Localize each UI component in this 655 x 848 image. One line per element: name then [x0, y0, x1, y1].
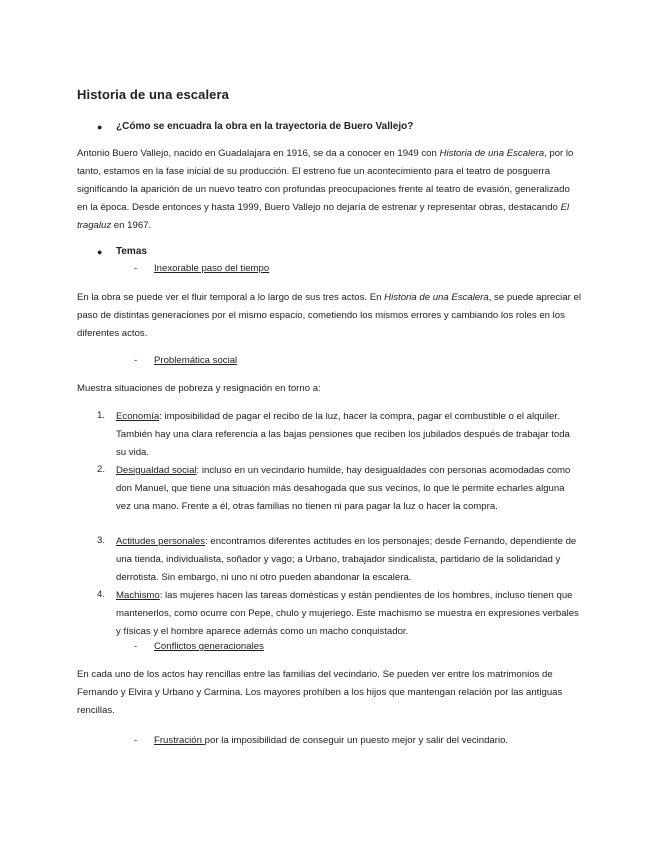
dash-marker: - [134, 263, 138, 274]
section-heading-temas: Temas [116, 246, 147, 257]
paragraph-trayectoria [77, 145, 582, 235]
list-term: Actitudes personales [116, 536, 206, 547]
list-term: Economía [116, 411, 160, 422]
paragraph-text: Antonio Buero Vallejo, nacido en Guadalajara en 1916, se da a conocer en 1949 con [77, 148, 440, 159]
list-item-machismo [116, 587, 582, 641]
paragraph-pobreza: Muestra situaciones de pobreza y resignación en torno a: [77, 383, 321, 394]
work-title: El tragaluz [77, 202, 570, 231]
bullet-dot: ● [97, 122, 103, 132]
work-title: Historia de una Escalera [384, 292, 489, 303]
section-heading-trayectoria: ¿Cómo se encuadra la obra en la trayectoria de Buero Vallejo? [116, 121, 414, 132]
bullet-dot: ● [97, 247, 103, 257]
dash-marker: - [134, 641, 138, 652]
list-item-economia [116, 408, 582, 462]
list-number: 4. [97, 589, 106, 600]
list-term: Desigualdad social [116, 465, 197, 476]
list-text: : incluso en un vecindario humilde, hay desigualdades con personas acomodadas como don Manuel, que tiene una situación más desahogada que sus vecinos, lo que le permite echarles alguna vez una mano. Frente a él, otras familias no tienen ni para pagar la luz o hacer la compra. [116, 465, 571, 512]
subheading-problematica-social: Problemática social [154, 355, 238, 366]
dash-marker: - [134, 355, 138, 366]
subheading-frustracion: Frustración [154, 735, 205, 746]
list-number: 3. [97, 535, 106, 546]
list-text: : encontramos diferentes actitudes en los personajes; desde Fernando, dependiente de una tienda, individualista, soñador y vago; a Urbano, trabajador sindicalista, partidario de la solidaridad y derrotista. Sin embargo, ni uno ni otro pueden abandonar la escalera. [116, 536, 577, 583]
paragraph-text: en 1967. [111, 220, 152, 231]
paragraph-text: En la obra se puede ver el fluir temporal a lo largo de sus tres actos. En [77, 292, 385, 303]
frustracion-line [154, 735, 508, 746]
paragraph-conflictos: En cada uno de los actos hay rencillas entre las familias del vecindario. Se pueden ver entre los matrimonios de Fernando y Elvira y Urbano y Carmina. Los mayores prohíben a los hijos que mantengan relación por las antiguas rencillas. [77, 669, 563, 716]
subheading-conflictos: Conflictos generacionales [154, 641, 264, 652]
list-item-actitudes [116, 533, 582, 587]
list-term: Machismo [116, 590, 160, 601]
list-text: : imposibilidad de pagar el recibo de la luz, hacer la compra, pagar el combustible o el alquiler. También hay una clara referencia a las bajas pensiones que reciben los jubilados después de trabajar toda su vida. [116, 411, 570, 458]
list-text: : las mujeres hacen las tareas domésticas y están pendientes de los hombres, incluso tienen que mantenerlos, como ocurre con Pepe, chulo y mujeriego. Este machismo se muestra en expresiones verbales y físicas y el hombre aparece además como un macho conquistador. [116, 590, 579, 637]
list-number: 1. [97, 410, 106, 421]
document-title: Historia de una escalera [77, 87, 229, 102]
work-title: Historia de una Escalera [439, 148, 545, 159]
list-item-desigualdad [116, 462, 582, 516]
list-number: 2. [97, 464, 106, 475]
subheading-paso-tiempo: Inexorable paso del tiempo [154, 263, 270, 274]
dash-marker: - [134, 735, 138, 746]
paragraph-text: , por lo tanto, estamos en la fase inicial de su producción. El estreno fue un acontecimiento para el teatro de posguerra significando la aparición de un nuevo teatro con profundas preocupaciones frente al teatro de evasión, generalizado en la época. Desde entonces y hasta 1999, Buero Vallejo no dejaría de estrenar y representar obras, destacando [77, 148, 574, 213]
paragraph-paso-tiempo [77, 289, 582, 343]
paragraph-text: , se puede apreciar el paso de distintas generaciones por el mismo espacio, cometiendo los mismos errores y cambiando los roles en los diferentes actos. [77, 292, 581, 339]
frustracion-text: por la imposibilidad de conseguir un puesto mejor y salir del vecindario. [204, 735, 509, 746]
